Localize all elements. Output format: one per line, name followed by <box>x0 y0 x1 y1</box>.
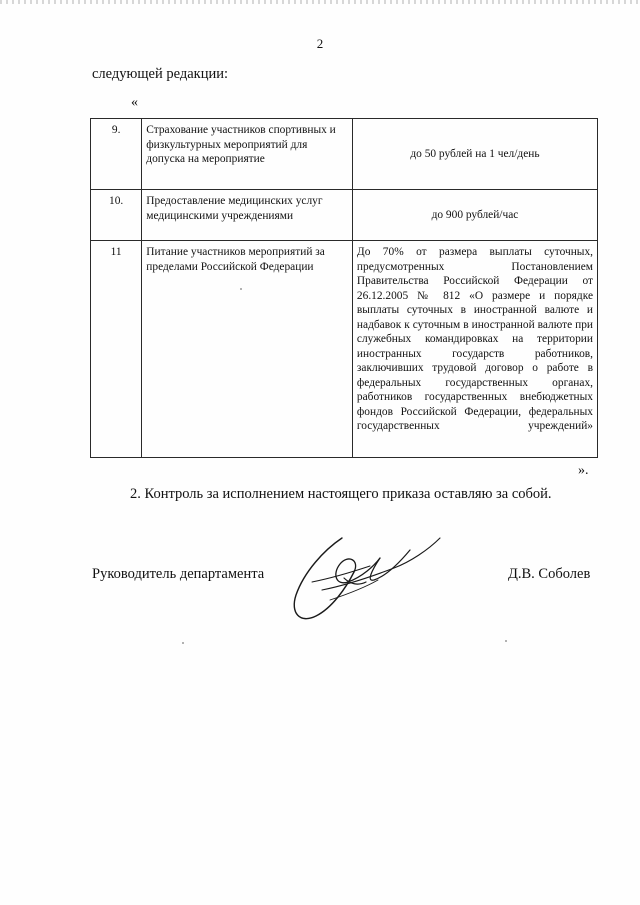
signer-name: Д.В. Соболев <box>508 566 591 582</box>
service-name: Предоставление медицинских услуг медицинскими учреждениями <box>142 190 353 241</box>
intro-text: следующей редакции: <box>92 66 229 82</box>
open-quote: « <box>131 95 138 110</box>
scan-top-edge <box>0 0 640 4</box>
service-name: Страхование участников спортивных и физкультурных мероприятий для допуска на мероприятие <box>142 119 353 190</box>
handwritten-signature <box>282 520 447 635</box>
scan-speck <box>182 642 184 644</box>
limit-value: До 70% от размера выплаты суточных, предусмотренных Постановлением Правительства Российской Федерации от 26.12.2005 № 812 «О размере и порядке выплаты суточных в иностранной валюте и надбавок к суточным в иностранной валюте при служебных командировках на территории иностранных государств работников, заключивших трудовой договор о работе в федеральных государственных органах, работников государственных внебюджетных фондов Российской Федерации, федеральных государственных учреждений» <box>352 241 597 458</box>
table-row <box>91 190 598 241</box>
page-number: 2 <box>316 36 324 51</box>
table-row <box>91 241 598 458</box>
service-name: Питание участников мероприятий за пределами Российской Федерации <box>142 241 353 458</box>
table-row <box>91 119 598 190</box>
signer-position: Руководитель департамента <box>92 566 265 582</box>
limit-value: до 900 рублей/час <box>352 190 597 241</box>
expenses-table <box>90 118 598 458</box>
scan-speck <box>505 640 507 642</box>
row-number: 10. <box>91 190 142 241</box>
clause-2-text: 2. Контроль за исполнением настоящего приказа оставляю за собой. <box>130 486 552 502</box>
limit-value: до 50 рублей на 1 чел/день <box>352 119 597 190</box>
close-quote: ». <box>578 463 589 478</box>
scan-speck <box>240 288 242 290</box>
row-number: 9. <box>91 119 142 190</box>
row-number: 11 <box>91 241 142 458</box>
